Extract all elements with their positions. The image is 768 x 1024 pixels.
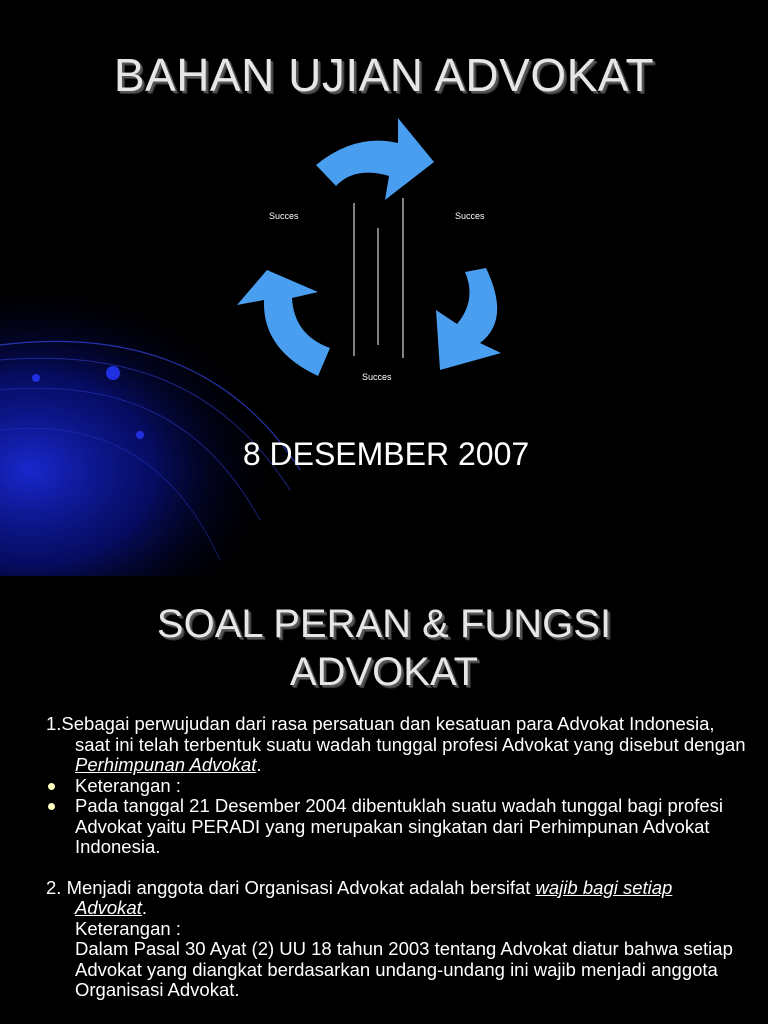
cycle-label-right: Succes (455, 211, 485, 221)
keterangan-label-2: Keterangan : (75, 917, 181, 939)
question-2-answer: wajib bagi setiap Advokat (75, 876, 673, 918)
question-2 (46, 878, 746, 919)
question-2-text: 2. Menjadi anggota dari Organisasi Advokat adalah bersifat (46, 876, 536, 898)
slide-title-2 (0, 600, 768, 696)
question-1-text: 1.Sebagai perwujudan dari rasa persatuan dan kesatuan para Advokat Indonesia, saat ini telah terbentuk suatu wadah tunggal profesi Advokat yang disebut dengan (46, 713, 746, 755)
bullet-explanation-1: Pada tanggal 21 Desember 2004 dibentuklah suatu wadah tunggal bagi profesi Advokat yaitu PERADI yang merupakan singkatan dari Perhimpunan Advokat Indonesia. (46, 796, 746, 858)
question-2-end: . (141, 897, 147, 918)
cycle-label-left: Succes (269, 211, 299, 221)
slide-2 (0, 576, 768, 1024)
slide-date: 8 DESEMBER 2007 (242, 436, 530, 472)
cycle-arrow-left (237, 270, 330, 376)
cycle-label-bottom: Succes (362, 372, 392, 382)
question-1 (46, 714, 746, 776)
title-line-1: SOAL PERAN & FUNGSI (156, 602, 612, 646)
cycle-arrow-right (436, 268, 501, 370)
cycle-arrow-top (316, 118, 434, 200)
explanation-2: Dalam Pasal 30 Ayat (2) UU 18 tahun 2003 tentang Advokat diatur bahwa setiap Advokat yang diangkat berdasarkan undang-undang ini wajib menjadi anggota Organisasi Advokat. (75, 938, 733, 1000)
question-1-end: . (256, 754, 262, 775)
slide-title: BAHAN UJIAN ADVOKAT (113, 49, 655, 101)
title-line-2: ADVOKAT (289, 650, 479, 694)
question-1-answer: Perhimpunan Advokat (75, 754, 257, 775)
slide-body (46, 714, 746, 1001)
bullet-keterangan-1: Keterangan : (46, 776, 746, 797)
